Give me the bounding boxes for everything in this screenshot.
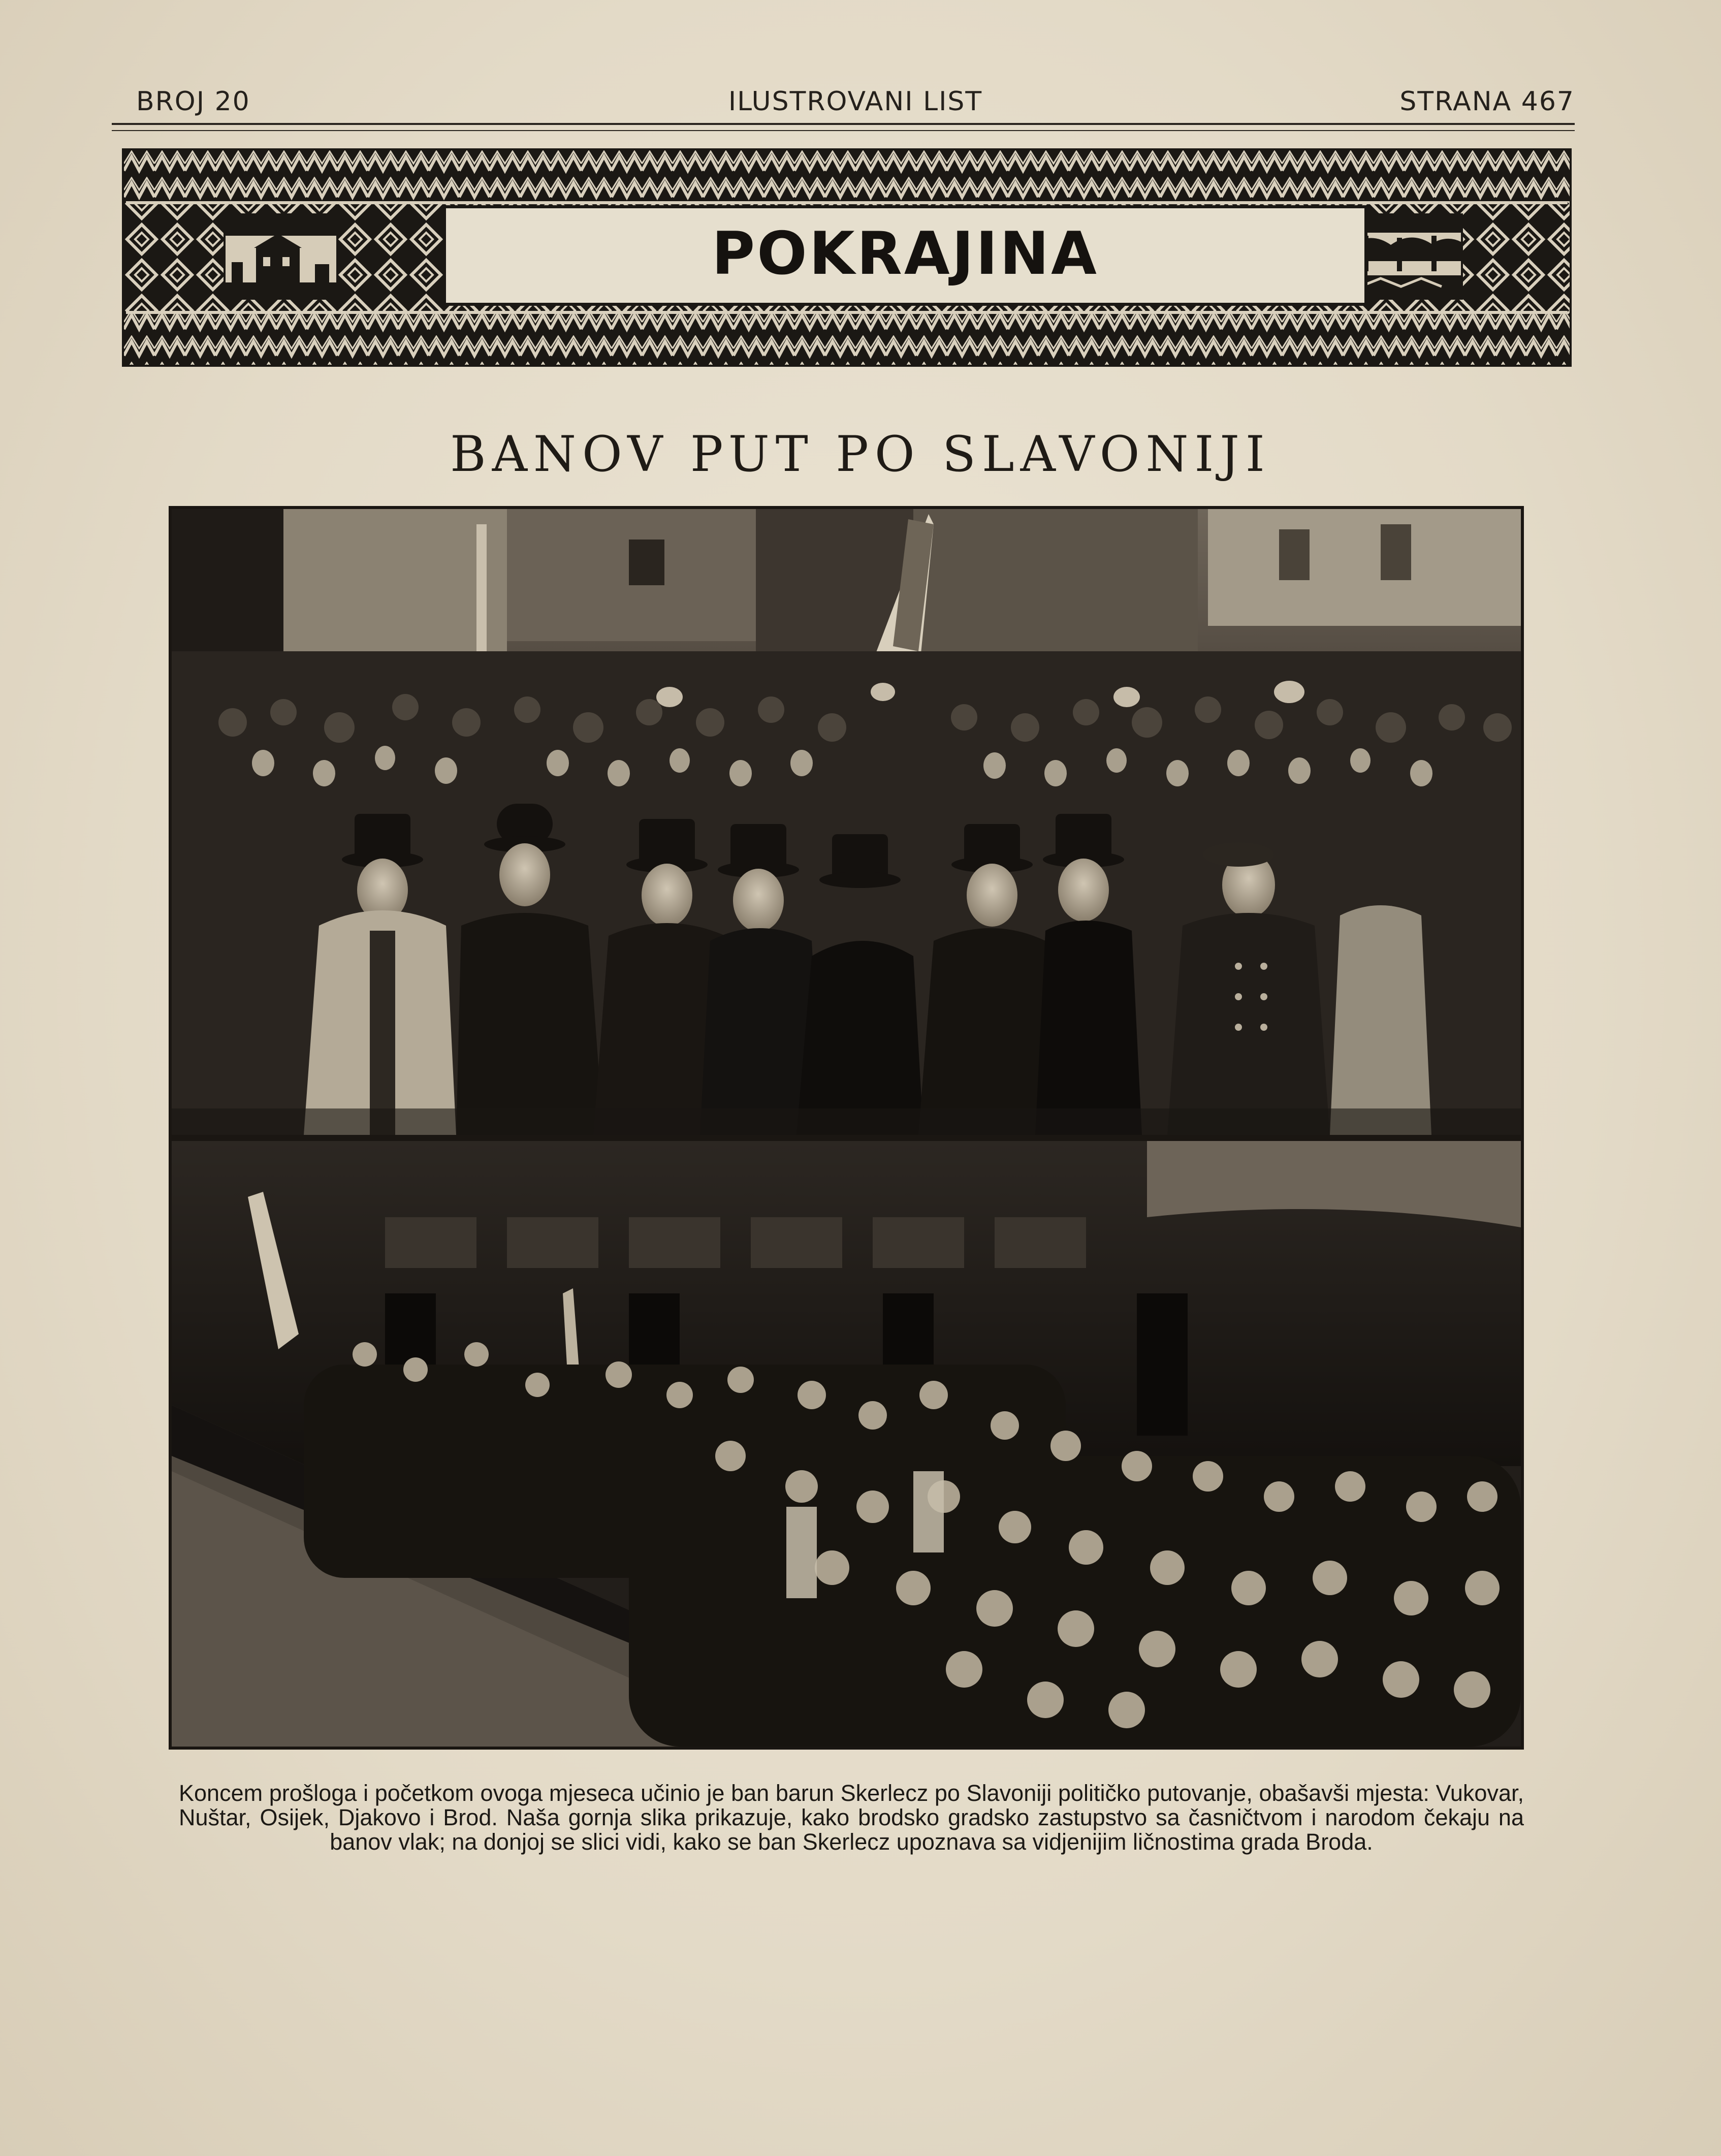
section-banner xyxy=(122,148,1572,367)
publication-title: ILUSTROVANI LIST xyxy=(728,86,983,117)
crowd-at-station-photo xyxy=(169,506,1524,1138)
photo-caption: Koncem prošloga i početkom ovoga mjeseca učinio je ban barun Skerlecz po Slavoniji političko putovanje, obašavši mjesta: Vukovar, Nuštar, Osijek, Djakovo i Brod. Naša gornja slika prikazuje, kako brodsko gradsko zastupstvo sa časničtvom i narodom čekaju na banov vlak; na donjoj se slici vidi, kako se ban Skerlecz upoznava sa vidjenijim ličnostima grada Broda. xyxy=(179,1780,1524,1855)
issue-number: BROJ 20 xyxy=(136,86,250,117)
section-title: POKRAJINA xyxy=(712,219,1099,288)
banner-title-box xyxy=(443,205,1367,306)
header-rule xyxy=(112,123,1575,131)
page-number: STRANA 467 xyxy=(1399,86,1575,117)
running-head xyxy=(136,86,1575,122)
castle-vignette xyxy=(224,213,338,300)
train-platform-photo xyxy=(169,1138,1524,1750)
article-title: BANOV PUT PO SLAVONIJI xyxy=(450,426,1271,483)
